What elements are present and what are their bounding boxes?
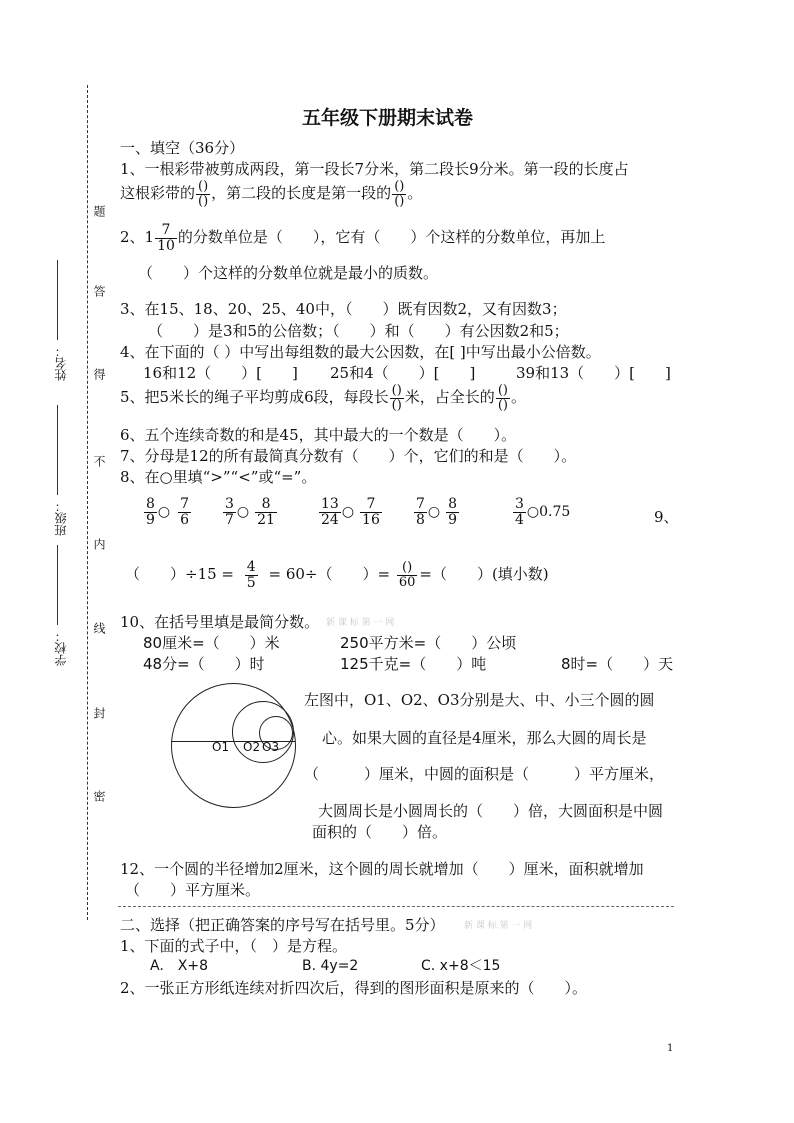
q4-line1: 4、在下面的（ ）中写出每组数的最大公因数，在[ ]中写出最小公倍数。 [120,343,601,361]
section-divider [118,906,674,907]
q8-item-3: $\frac{13}{24}$ ○ $\frac{7}{16}$ [321,496,380,528]
q10: 10、在括号里填是最简分数。 [120,613,320,631]
page-title: 五年级下册期末试卷 [302,107,474,129]
q8-item-1: $\frac{8}{9}$ ○ $\frac{7}{6}$ [146,496,190,528]
q1-line2: 这根彩带的 $\frac{()}{()}$ ，第二段的长度是第一段的 $\frac{()}{()}$ 。 [120,179,423,209]
name-fill-line [57,260,58,340]
binding-dashed-line [87,85,88,920]
q1-line1: 1、一根彩带被剪成两段，第一段长7分米，第二段长9分米。第一段的长度占 [120,160,629,178]
name-label: 姓名： [54,345,68,381]
label-o3: O3 [262,740,280,754]
q8-item-4: $\frac{7}{8}$ ○ $\frac{8}{9}$ [416,496,458,528]
q9-label: 9、 [654,508,679,526]
label-o1: O1 [212,740,230,754]
section2-heading: 二、选择（把正确答案的序号写在括号里。5分） [120,916,445,934]
page-number: 1 [667,1043,674,1054]
q11-line4: 大圆周长是小圆周长的（ ）倍，大圆面积是中圆 [318,802,664,820]
q10-item-b: 250平方米=（ ）公顷 [340,634,517,652]
q5: 5、把5米长的绳子平均剪成6段，每段长 $\frac{()}{()}$ 米，占全长的 $\frac{()}{()}$ 。 [120,383,526,413]
q6: 6、五个连续奇数的和是45，其中最大的一个数是（ ）。 [120,426,517,444]
school-label: 学校： [54,630,68,666]
seal-char: 得 [92,368,106,380]
q8-item-5: $\frac{3}{4}$ ○0.75 [515,496,571,528]
q11-line3: （ ）厘米，中圆的面积是（ ）平方厘米， [304,765,665,783]
seal-char: 答 [92,285,106,297]
q4-item-a: 16和12（ ）[ ] [143,364,298,382]
q10-item-c: 48分=（ ）时 [143,655,265,673]
q7: 7、分母是12的所有最简真分数有（ ）个，它们的和是（ ）。 [120,447,577,465]
s2-q2: 2、一张正方形纸连续对折四次后，得到的图形面积是原来的（ ）。 [120,979,588,997]
q8-item-2: $\frac{3}{7}$ ○ $\frac{8}{21}$ [225,496,275,528]
q4-item-b: 25和4（ ）[ ] [330,364,476,382]
class-label: 班级： [54,500,68,536]
watermark: 新 课 标 第 一 网 [464,921,533,931]
q4-item-c: 39和13（ ）[ ] [516,364,671,382]
s2-q1: 1、下面的式子中，（ ）是方程。 [120,937,348,955]
seal-char: 封 [92,707,106,719]
s2-q1-option-c: C. x+8＜15 [421,958,501,974]
q12-line2: （ ）平方厘米。 [125,881,261,899]
q3-line2: （ ）是3和5的公倍数；（ ）和（ ）有公因数2和5； [148,322,569,340]
seal-char: 线 [92,622,106,634]
s2-q1-option-b: B. 4y=2 [302,958,359,974]
q2-line1: 2、1 $\frac{7}{10}$ 的分数单位是（ ），它有（ ）个这样的分数单位，再加上 [120,222,606,254]
section1-heading: 一、填空（36分） [120,139,245,157]
seal-char: 内 [92,538,106,550]
q11-line5: 面积的（ ）倍。 [312,823,448,841]
q9: （ ）÷15 = $\frac{4}{5}$ = 60÷（ ）= $\frac{()}{60}$ =（ ）(填小数) [125,559,549,591]
s2-q1-option-a: A. X+8 [150,958,209,974]
seal-char: 不 [92,455,106,467]
q10-item-e: 8时=（ ）天 [561,655,674,673]
q2-line2: （ ）个这样的分数单位就是最小的质数。 [138,264,439,282]
q10-item-d: 125千克=（ ）吨 [340,655,487,673]
label-o2: O2 [243,740,261,754]
q11-line2: 心。如果大圆的直径是4厘米，那么大圆的周长是 [322,729,647,747]
q12-line1: 12、一个圆的半径增加2厘米，这个圆的周长就增加（ ）厘米，面积就增加 [120,860,644,878]
q8: 8、在○里填“>”“<”或“=”。 [120,468,317,486]
watermark: 新 课 标 第 一 网 [326,618,395,628]
school-fill-line [57,545,58,625]
q11-line1: 左图中，O1、O2、O3分别是大、中、小三个圆的圆 [304,691,655,709]
q3-line1: 3、在15、18、20、25、40中，（ ）既有因数2，又有因数3； [120,300,567,318]
q10-item-a: 80厘米=（ ）米 [143,634,280,652]
class-fill-line [57,405,58,495]
seal-char: 题 [92,205,106,217]
seal-char: 密 [92,790,106,802]
